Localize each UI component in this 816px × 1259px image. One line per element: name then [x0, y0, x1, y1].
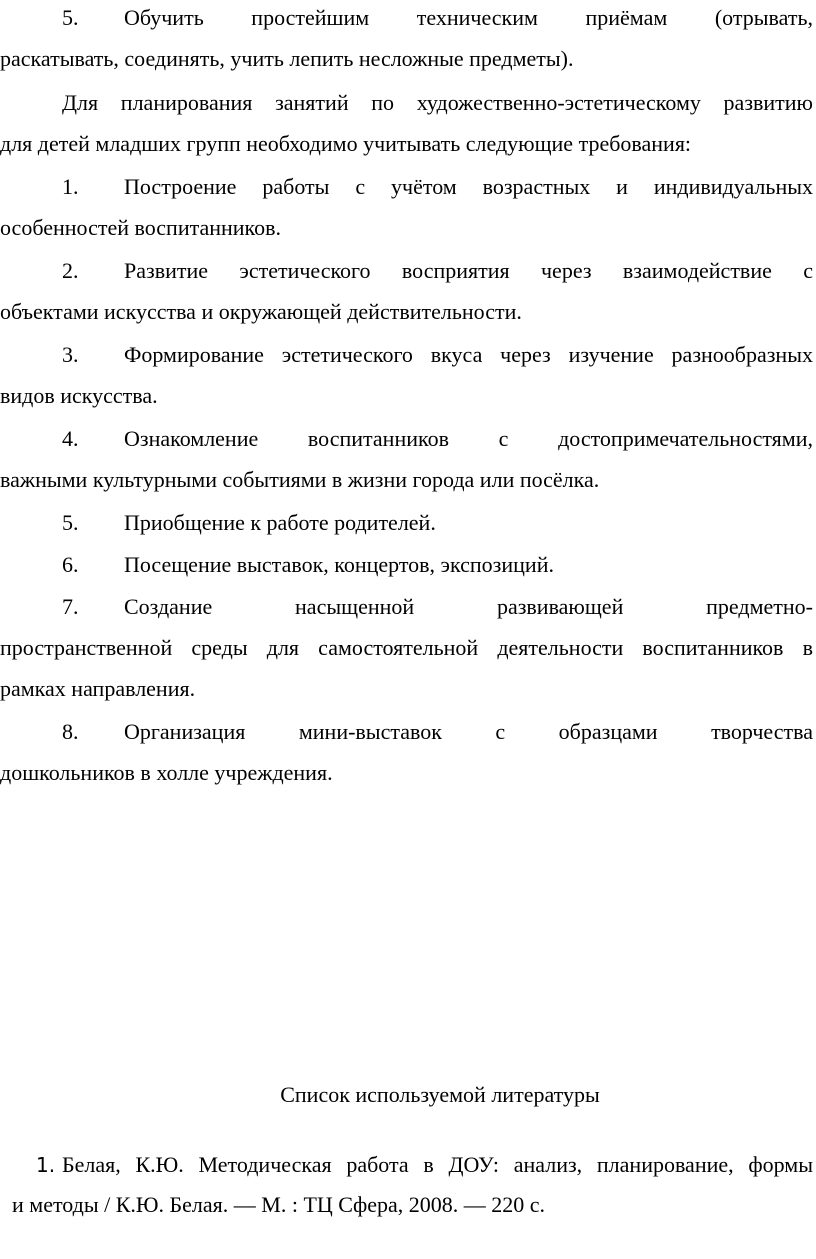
requirement-7-line1: [62, 592, 813, 622]
requirement-1-line1: [62, 172, 813, 202]
intro-paragraph-line1: Для планирования занятий по художественно-эстетическому развитию: [62, 90, 813, 115]
requirement-number: 8.: [62, 719, 79, 744]
requirement-text: Создание насыщенной развивающей предметно-: [124, 594, 813, 619]
requirement-1-line2: особенностей воспитанников.: [0, 215, 282, 240]
requirement-text: Развитие эстетического восприятия через взаимодействие с: [124, 258, 813, 283]
reference-1-line1: [36, 1150, 813, 1180]
requirement-text: Формирование эстетического вкуса через изучение разнообразных: [124, 342, 813, 367]
requirement-number: 3.: [62, 342, 79, 367]
requirement-number: 5.: [62, 510, 79, 535]
reference-text: Белая, К.Ю. Методическая работа в ДОУ: анализ, планирование, формы: [62, 1152, 813, 1177]
requirement-6-line1: [62, 550, 813, 580]
requirement-5-line1: [62, 508, 813, 538]
references-heading: Список используемой литературы: [280, 1082, 600, 1107]
list-item-5-line1: [62, 3, 813, 33]
requirement-2-line1: [62, 256, 813, 286]
requirement-3-line2: видов искусства.: [0, 383, 158, 408]
requirement-text: Ознакомление воспитанников с достопримечательностями,: [124, 426, 813, 451]
list-item-5-line2: раскатывать, соединять, учить лепить несложные предметы).: [0, 46, 574, 71]
requirement-text: Приобщение к работе родителей.: [124, 510, 436, 535]
requirement-7-line3: рамках направления.: [0, 676, 196, 701]
requirement-2-line2: объектами искусства и окружающей действительности.: [0, 299, 522, 324]
reference-1-line2: и методы / К.Ю. Белая. — М. : ТЦ Сфера, 2008. — 220 с.: [12, 1192, 546, 1217]
requirement-8-line2: дошкольников в холле учреждения.: [0, 760, 333, 785]
requirement-number: 4.: [62, 426, 79, 451]
requirement-number: 6.: [62, 552, 79, 577]
reference-number: 1.: [36, 1153, 56, 1177]
list-item-text: Обучить простейшим техническим приёмам (отрывать,: [124, 5, 813, 30]
requirement-text: Построение работы с учётом возрастных и индивидуальных: [124, 174, 813, 199]
requirement-4-line2: важными культурными событиями в жизни города или посёлка.: [0, 467, 600, 492]
intro-paragraph-line2: для детей младших групп необходимо учитывать следующие требования:: [0, 131, 692, 156]
requirement-8-line1: [62, 717, 813, 747]
requirement-number: 7.: [62, 594, 79, 619]
requirement-text: Организация мини-выставок с образцами творчества: [124, 719, 813, 744]
requirement-3-line1: [62, 340, 813, 370]
requirement-7-line2: пространственной среды для самостоятельной деятельности воспитанников в: [0, 635, 813, 660]
requirement-number: 2.: [62, 258, 79, 283]
list-item-number: 5.: [62, 5, 79, 30]
requirement-text: Посещение выставок, концертов, экспозиций.: [124, 552, 554, 577]
requirement-4-line1: [62, 424, 813, 454]
requirement-number: 1.: [62, 174, 79, 199]
